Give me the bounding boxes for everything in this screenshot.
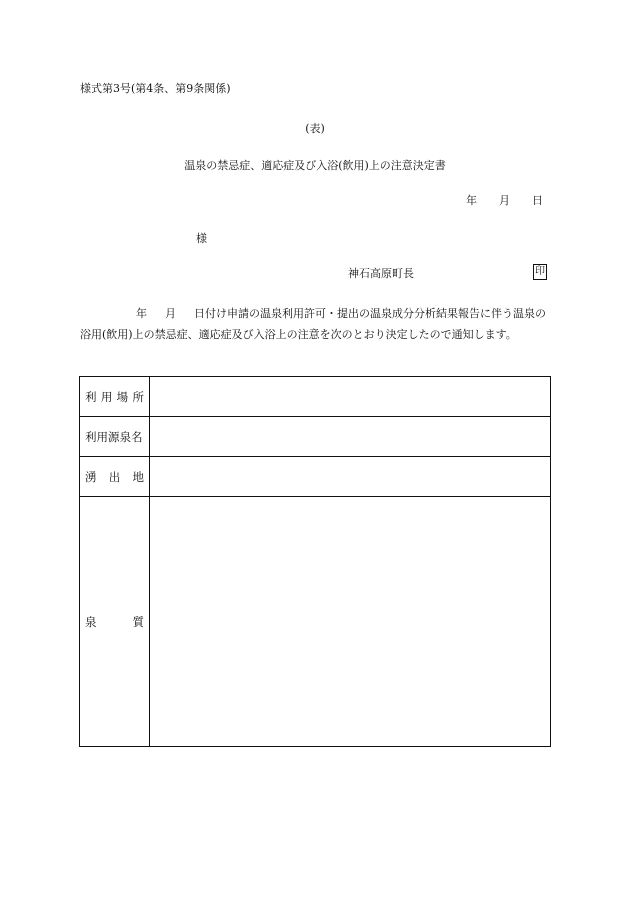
date-month-label: 月 bbox=[499, 194, 510, 207]
value-spring-quality[interactable] bbox=[150, 497, 551, 747]
label-char: 泉 bbox=[85, 614, 97, 629]
label-char: 湧 bbox=[85, 469, 97, 484]
body-paragraph bbox=[80, 303, 550, 345]
label-char: 利用源泉名 bbox=[85, 429, 143, 444]
value-spring-location[interactable] bbox=[150, 457, 551, 497]
document-title: 温泉の禁忌症、適応症及び入浴(飲用)上の注意決定書 bbox=[184, 159, 446, 172]
row-source-name bbox=[80, 417, 551, 457]
label-char: 所 bbox=[132, 389, 144, 404]
label-char: 地 bbox=[132, 469, 144, 484]
label-spring-quality bbox=[80, 497, 150, 747]
date-line bbox=[466, 192, 543, 208]
row-spring-location bbox=[80, 457, 551, 497]
info-table bbox=[79, 376, 551, 747]
value-usage-location[interactable] bbox=[150, 377, 551, 417]
row-spring-quality bbox=[80, 497, 551, 747]
label-char: 利 bbox=[85, 389, 97, 404]
label-char: 場 bbox=[116, 389, 129, 404]
form-number: 様式第3号(第4条、第9条関係) bbox=[80, 82, 231, 95]
label-spring-location bbox=[80, 457, 150, 497]
date-day-label: 日 bbox=[532, 194, 543, 207]
body-year-label: 年 bbox=[136, 307, 147, 320]
value-source-name[interactable] bbox=[150, 417, 551, 457]
label-char: 用 bbox=[100, 389, 113, 404]
body-text: 日付け申請の温泉利用許可・提出の温泉成分分析結果報告に伴う温泉の浴用(飲用)上の禁忌症、適応症及び入浴上の注意を次のとおり決定したので通知します。 bbox=[80, 307, 546, 341]
issuer-name: 神石高原町長 bbox=[348, 267, 414, 280]
label-usage-location bbox=[80, 377, 150, 417]
body-month-label: 月 bbox=[165, 307, 176, 320]
label-source-name bbox=[80, 417, 150, 457]
seal-mark: 印 bbox=[533, 264, 547, 280]
side-label: (表) bbox=[305, 122, 325, 135]
label-char: 出 bbox=[108, 469, 121, 484]
recipient-suffix: 様 bbox=[196, 232, 207, 245]
date-year-label: 年 bbox=[466, 194, 477, 207]
row-usage-location bbox=[80, 377, 551, 417]
label-char: 質 bbox=[132, 614, 144, 629]
